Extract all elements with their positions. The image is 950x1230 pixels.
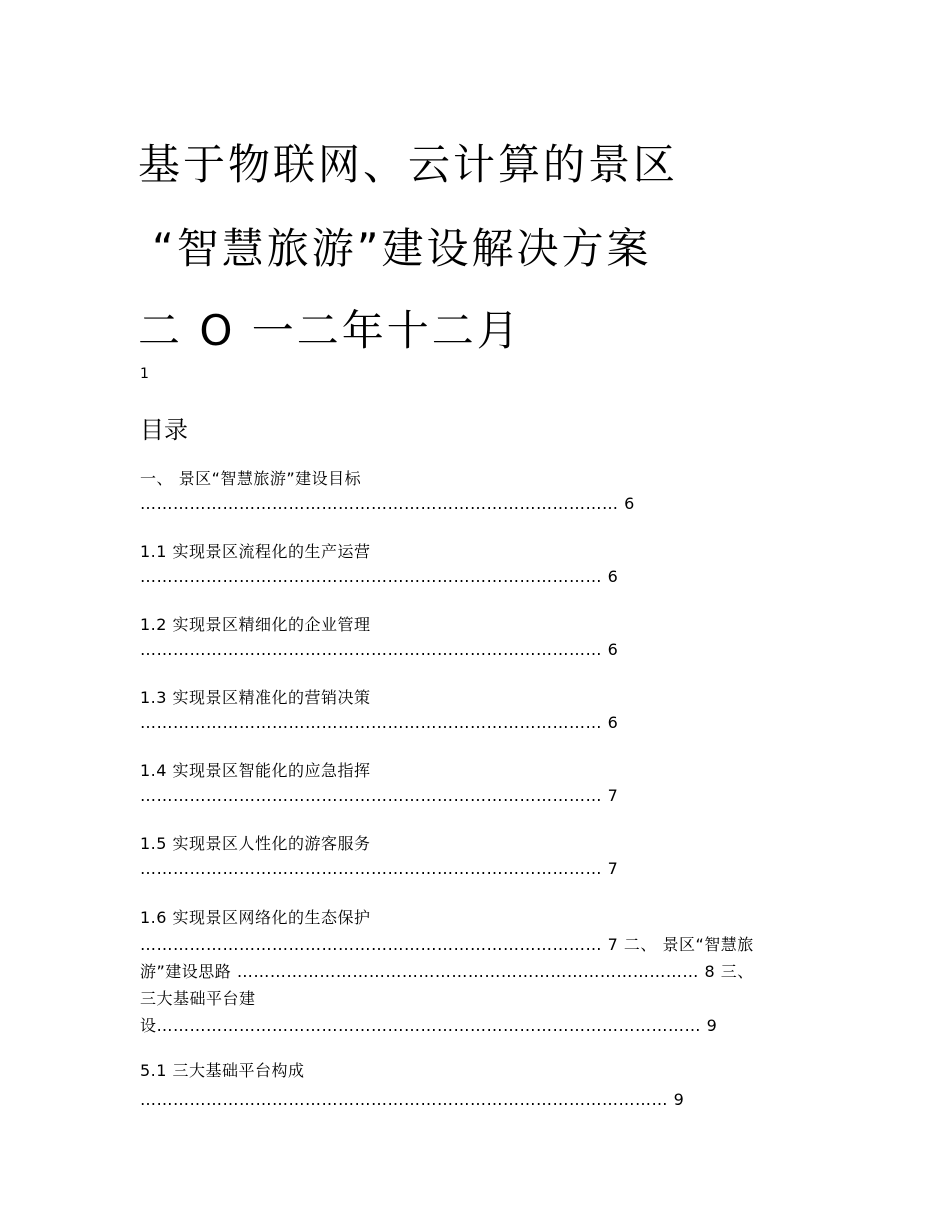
toc-entry-label: 1.5 实现景区人性化的游客服务 [140,834,371,853]
toc-entry[interactable] [140,612,820,685]
toc-entry-leader: …………………………………………………………………………… 6 [140,494,635,513]
toc-entry-label: 1.4 实现景区智能化的应急指挥 [140,761,371,780]
page-number: 1 [140,366,149,382]
toc-entry-leader: ………………………………………………………………………… 7 [140,786,619,805]
toc-entry-label: 1.2 实现景区精细化的企业管理 [140,615,371,634]
toc-entry-leader: ………………………………………………………………………… 6 [140,713,619,732]
toc-entry[interactable] [140,758,820,831]
toc-entry[interactable] [140,831,820,904]
toc-entry-label: 一、 景区“智慧旅游”建设目标 [140,469,362,488]
toc-entry-leader: ………………………………………………………………………… 6 [140,640,619,659]
toc-entry[interactable] [140,1058,684,1109]
document-title-line-2: “智慧旅游”建设解决方案 [152,224,652,273]
toc-entry[interactable] [140,685,820,758]
toc-entry-label: 三大基础平台建 [140,989,256,1008]
toc-entry-leader: ………………………………………………………………………… 7 [140,859,619,878]
document-title-line-1: 基于物联网、云计算的景区 [138,140,679,189]
toc-entry-label: 1.3 实现景区精准化的营销决策 [140,688,371,707]
toc-entry-leader: ………………………………………………………………………… 6 [140,567,619,586]
toc-heading: 目录 [140,416,188,444]
toc-entry-label: 5.1 三大基础平台构成 [140,1061,305,1080]
toc-entry-label: 1.6 实现景区网络化的生态保护 [140,908,371,927]
toc-entry-leader: …………………………………………………………………………………… 9 [140,1090,685,1109]
toc-entry[interactable] [140,539,820,612]
document-date: 二 O 一二年十二月 [138,306,522,355]
table-of-contents [140,466,820,904]
toc-entry-leader: 游”建设思路 ………………………………………………………………………… 8 三、 [140,962,754,981]
toc-entry-label: 1.1 实现景区流程化的生产运营 [140,542,371,561]
toc-entry-combined[interactable] [140,904,820,1039]
toc-entry-leader: 设……………………………………………………………………………………… 9 [140,1016,718,1035]
toc-entry-leader: ………………………………………………………………………… 7 二、 景区“智慧旅 [140,935,754,954]
toc-entry[interactable] [140,466,820,539]
